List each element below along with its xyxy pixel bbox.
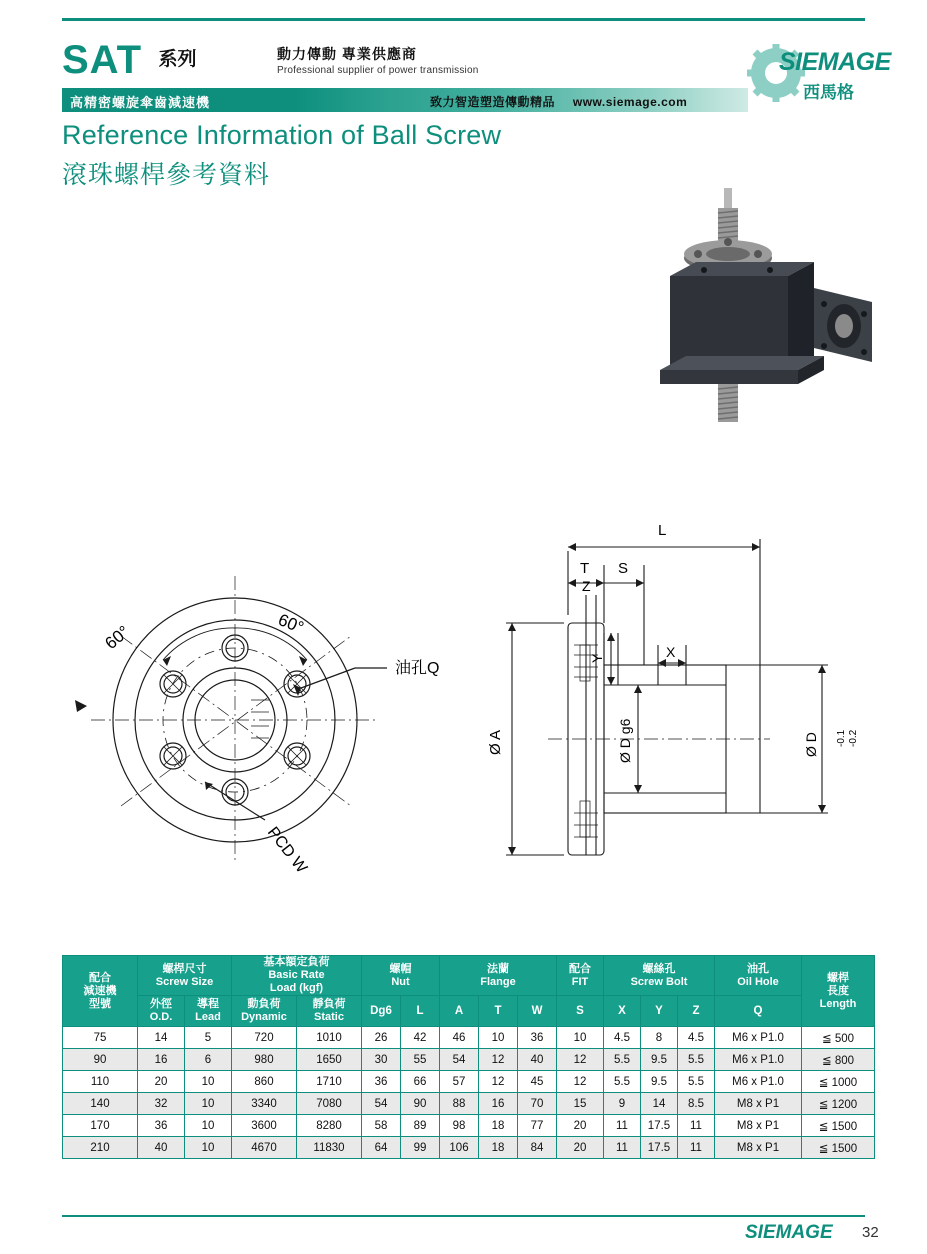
cell-z: 11 <box>678 1137 715 1159</box>
table-group-header-row <box>63 956 875 996</box>
dim-dia-D: Ø D <box>803 732 819 757</box>
cell-dynamic: 980 <box>232 1049 297 1071</box>
footer-logo: SIEMAGE <box>745 1222 833 1243</box>
brand-series: 系列 <box>158 49 197 70</box>
header-dg6: Dg6 <box>362 996 401 1027</box>
header-flange-a: A <box>440 996 479 1027</box>
header-bolt-z: Z <box>678 996 715 1027</box>
flange-face-drawing <box>55 520 455 920</box>
dim-tolerance-lower: -0.2 <box>848 729 859 747</box>
page-title-english: Reference Information of Ball Screw <box>62 120 502 150</box>
cell-od: 40 <box>138 1137 185 1159</box>
cell-y: 9.5 <box>641 1071 678 1093</box>
cell-t: 18 <box>479 1115 518 1137</box>
header-screw-bolt: 螺絲孔 Screw Bolt <box>604 956 715 996</box>
cell-static: 7080 <box>297 1093 362 1115</box>
dim-S: S <box>618 560 629 577</box>
header-od: 外徑 O.D. <box>138 996 185 1027</box>
cell-od: 20 <box>138 1071 185 1093</box>
cell-nut_l: 90 <box>401 1093 440 1115</box>
header-bolt-x: X <box>604 996 641 1027</box>
cell-w: 45 <box>518 1071 557 1093</box>
cell-a: 98 <box>440 1115 479 1137</box>
cell-x: 4.5 <box>604 1027 641 1049</box>
cell-a: 106 <box>440 1137 479 1159</box>
pcd-label: PCD W <box>263 823 311 877</box>
cell-t: 18 <box>479 1137 518 1159</box>
brand-block <box>62 38 197 82</box>
cell-dg6: 64 <box>362 1137 401 1159</box>
cell-nut_l: 66 <box>401 1071 440 1093</box>
header-nut: 螺帽 Nut <box>362 956 440 996</box>
cell-y: 14 <box>641 1093 678 1115</box>
page-title-chinese: 滾珠螺桿參考資料 <box>62 161 271 189</box>
section-view-drawing <box>470 495 890 895</box>
cell-length: ≦ 500 <box>802 1027 875 1049</box>
cell-w: 70 <box>518 1093 557 1115</box>
cell-lead: 10 <box>185 1093 232 1115</box>
cell-x: 5.5 <box>604 1049 641 1071</box>
specification-table-wrap <box>62 955 875 1159</box>
brand-name: SAT <box>62 38 143 82</box>
cell-z: 8.5 <box>678 1093 715 1115</box>
cell-t: 16 <box>479 1093 518 1115</box>
page-number: 32 <box>862 1224 879 1241</box>
cell-a: 54 <box>440 1049 479 1071</box>
cell-od: 32 <box>138 1093 185 1115</box>
table-row <box>63 1027 875 1049</box>
table-row <box>63 1071 875 1093</box>
cell-lead: 10 <box>185 1137 232 1159</box>
cell-dynamic: 720 <box>232 1027 297 1049</box>
oil-hole-label: 油孔Q <box>395 660 440 677</box>
footer-rule <box>62 1215 865 1217</box>
dim-X: X <box>666 644 676 660</box>
cell-dynamic: 3600 <box>232 1115 297 1137</box>
dim-dia-Dg6: Ø D g6 <box>617 718 633 763</box>
cell-z: 11 <box>678 1115 715 1137</box>
header-lead: 導程 Lead <box>185 996 232 1027</box>
cell-nut_l: 99 <box>401 1137 440 1159</box>
header-flange-w: W <box>518 996 557 1027</box>
dim-Z: Z <box>582 578 591 594</box>
dim-T: T <box>580 560 590 577</box>
header-bar-chinese: 高精密螺旋傘齒減速機 <box>70 95 211 110</box>
table-sub-header-row <box>63 996 875 1027</box>
cell-nut_l: 42 <box>401 1027 440 1049</box>
cell-static: 8280 <box>297 1115 362 1137</box>
cell-model: 90 <box>63 1049 138 1071</box>
cell-x: 9 <box>604 1093 641 1115</box>
cell-dg6: 58 <box>362 1115 401 1137</box>
header-flange-t: T <box>479 996 518 1027</box>
cell-static: 11830 <box>297 1137 362 1159</box>
cell-q: M6 x P1.0 <box>715 1027 802 1049</box>
header-basic-load: 基本額定負荷 Basic Rate Load (kgf) <box>232 956 362 996</box>
cell-length: ≦ 1000 <box>802 1071 875 1093</box>
dim-dia-A: Ø A <box>487 729 504 755</box>
cell-q: M6 x P1.0 <box>715 1071 802 1093</box>
header-flange: 法蘭 Flange <box>440 956 557 996</box>
table-row <box>63 1137 875 1159</box>
header-length: 螺桿 長度 Length <box>802 956 875 1027</box>
cell-x: 11 <box>604 1137 641 1159</box>
cell-a: 57 <box>440 1071 479 1093</box>
cell-s: 12 <box>557 1049 604 1071</box>
cell-od: 16 <box>138 1049 185 1071</box>
cell-length: ≦ 1500 <box>802 1115 875 1137</box>
header-static: 靜負荷 Static <box>297 996 362 1027</box>
cell-x: 5.5 <box>604 1071 641 1093</box>
cell-dynamic: 4670 <box>232 1137 297 1159</box>
cell-lead: 5 <box>185 1027 232 1049</box>
cell-dynamic: 3340 <box>232 1093 297 1115</box>
header-fit: 配合 FIT <box>557 956 604 996</box>
cell-w: 84 <box>518 1137 557 1159</box>
specification-table <box>62 955 875 1159</box>
table-head <box>63 956 875 1027</box>
dim-L: L <box>658 522 667 539</box>
logo-chinese-name: 西馬格 <box>803 83 854 102</box>
cell-s: 12 <box>557 1071 604 1093</box>
cell-length: ≦ 800 <box>802 1049 875 1071</box>
cell-dg6: 26 <box>362 1027 401 1049</box>
dim-Y: Y <box>589 653 605 663</box>
cell-q: M8 x P1 <box>715 1115 802 1137</box>
cell-s: 20 <box>557 1137 604 1159</box>
cell-y: 17.5 <box>641 1115 678 1137</box>
header-nut-l: L <box>401 996 440 1027</box>
cell-z: 5.5 <box>678 1049 715 1071</box>
cell-od: 36 <box>138 1115 185 1137</box>
dim-tolerance-upper: -0.1 <box>836 729 847 747</box>
cell-static: 1010 <box>297 1027 362 1049</box>
company-logo <box>745 36 891 102</box>
cell-a: 88 <box>440 1093 479 1115</box>
cell-w: 40 <box>518 1049 557 1071</box>
header-bar-right <box>430 93 687 110</box>
product-photo <box>600 180 890 430</box>
table-row <box>63 1115 875 1137</box>
cell-w: 77 <box>518 1115 557 1137</box>
cell-y: 17.5 <box>641 1137 678 1159</box>
cell-z: 4.5 <box>678 1027 715 1049</box>
header-top-rule <box>62 18 865 21</box>
cell-q: M8 x P1 <box>715 1093 802 1115</box>
cell-nut_l: 89 <box>401 1115 440 1137</box>
cell-model: 210 <box>63 1137 138 1159</box>
angle-label-left: 60° <box>101 621 134 654</box>
header-oil-q: Q <box>715 996 802 1027</box>
cell-nut_l: 55 <box>401 1049 440 1071</box>
slogan-english: Professional supplier of power transmission <box>277 65 479 76</box>
cell-t: 12 <box>479 1071 518 1093</box>
cell-s: 10 <box>557 1027 604 1049</box>
cell-dg6: 54 <box>362 1093 401 1115</box>
cell-t: 12 <box>479 1049 518 1071</box>
cell-t: 10 <box>479 1027 518 1049</box>
cell-w: 36 <box>518 1027 557 1049</box>
cell-model: 110 <box>63 1071 138 1093</box>
cell-lead: 10 <box>185 1115 232 1137</box>
header-screw-size: 螺桿尺寸 Screw Size <box>138 956 232 996</box>
cell-q: M8 x P1 <box>715 1137 802 1159</box>
cell-model: 140 <box>63 1093 138 1115</box>
cell-dg6: 36 <box>362 1071 401 1093</box>
cell-od: 14 <box>138 1027 185 1049</box>
cell-z: 5.5 <box>678 1071 715 1093</box>
slogan-chinese: 動力傳動 專業供應商 <box>277 46 417 62</box>
cell-static: 1650 <box>297 1049 362 1071</box>
angle-label-right: 60° <box>275 610 307 638</box>
header-bolt-y: Y <box>641 996 678 1027</box>
cell-dynamic: 860 <box>232 1071 297 1093</box>
header-oil-hole: 油孔 Oil Hole <box>715 956 802 996</box>
header-model: 配合 減速機 型號 <box>63 956 138 1027</box>
cell-lead: 10 <box>185 1071 232 1093</box>
cell-static: 1710 <box>297 1071 362 1093</box>
cell-q: M6 x P1.0 <box>715 1049 802 1071</box>
table-row <box>63 1093 875 1115</box>
cell-dg6: 30 <box>362 1049 401 1071</box>
cell-y: 9.5 <box>641 1049 678 1071</box>
cell-x: 11 <box>604 1115 641 1137</box>
logo-wordmark: SIEMAGE <box>779 48 891 76</box>
header-bar-slogan: 致力智造塑造傳動精品 <box>430 95 556 109</box>
cell-a: 46 <box>440 1027 479 1049</box>
cell-lead: 6 <box>185 1049 232 1071</box>
header-fit-s: S <box>557 996 604 1027</box>
cell-length: ≦ 1500 <box>802 1137 875 1159</box>
header-website-url[interactable]: www.siemage.com <box>572 95 688 109</box>
table-body <box>63 1027 875 1159</box>
cell-model: 75 <box>63 1027 138 1049</box>
cell-model: 170 <box>63 1115 138 1137</box>
cell-s: 15 <box>557 1093 604 1115</box>
cell-y: 8 <box>641 1027 678 1049</box>
cell-length: ≦ 1200 <box>802 1093 875 1115</box>
cell-s: 20 <box>557 1115 604 1137</box>
table-row <box>63 1049 875 1071</box>
header-dynamic: 動負荷 Dynamic <box>232 996 297 1027</box>
